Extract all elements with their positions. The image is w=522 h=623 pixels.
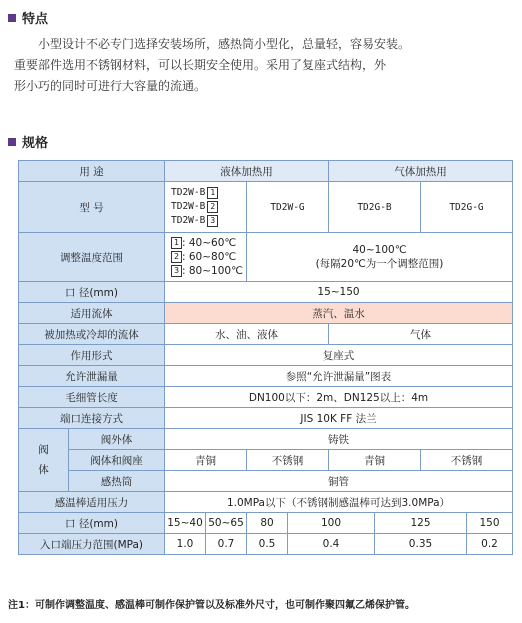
port-value: JIS 10K FF 法兰 (165, 408, 513, 429)
bore2-value: 100 (288, 513, 375, 534)
table-row (19, 182, 513, 233)
valve-label-char: 阀 (38, 444, 49, 456)
capillary-value: DN100以下：2m、DN125以上：4m (165, 387, 513, 408)
table-row (19, 366, 513, 387)
inlet-value: 0.4 (288, 534, 375, 555)
table-row (19, 161, 513, 182)
features-line: 小型设计不必专门选择安装场所，感热筒小型化，总量轻，容易安装。 (38, 37, 411, 51)
spec-table (18, 160, 513, 555)
inlet-value: 0.7 (206, 534, 247, 555)
model-g-b: TD2G-B (329, 182, 421, 233)
bullet-square-icon (8, 138, 16, 146)
table-row (19, 345, 513, 366)
bore-label: 口 径(mm) (19, 282, 165, 303)
model-number-box: 2 (207, 201, 218, 213)
valve-seat-value: 青铜 (329, 450, 421, 471)
temp-range: : 60~80℃ (182, 251, 237, 263)
leak-label: 允许泄漏量 (19, 366, 165, 387)
temp-range: : 80~100℃ (182, 265, 243, 277)
valve-label (19, 429, 69, 492)
fluid-label: 适用流体 (19, 303, 165, 324)
valve-body-value: 铸铁 (165, 429, 513, 450)
temp-label: 调整温度范围 (19, 233, 165, 282)
features-paragraph (14, 34, 514, 97)
heated-gas: 气体 (329, 324, 513, 345)
table-row (19, 534, 513, 555)
table-row (19, 429, 513, 450)
specs-heading (8, 132, 48, 151)
table-row (19, 471, 513, 492)
models-liquid-cell (165, 182, 247, 233)
table-row (19, 324, 513, 345)
sensor-pressure-label: 感温棒适用压力 (19, 492, 165, 513)
capillary-label: 毛细管长度 (19, 387, 165, 408)
model-label: 型 号 (19, 182, 165, 233)
valve-label-char: 体 (38, 464, 49, 476)
bore2-value: 125 (375, 513, 467, 534)
fluid-value: 蒸汽、温水 (165, 303, 513, 324)
model-code: TD2W-B (171, 215, 206, 226)
temp-ranges-cell (165, 233, 247, 282)
features-line: 重要部件选用不锈钢材料，可以长期安全使用。采用了复座式结构，外 (14, 58, 387, 72)
temp-range: : 40~60℃ (182, 237, 237, 249)
model-number-box: 1 (207, 187, 218, 199)
range-number-box: 2 (171, 251, 182, 263)
bore2-value: 15~40 (165, 513, 206, 534)
bullet-square-icon (8, 14, 16, 22)
temp-gas-note: (每隔20℃为一个调整范围) (315, 257, 444, 270)
features-heading (8, 8, 48, 27)
leak-value: 参照“允许泄漏量”图表 (165, 366, 513, 387)
action-value: 复座式 (165, 345, 513, 366)
heated-label: 被加热或冷却的流体 (19, 324, 165, 345)
bore2-value: 80 (247, 513, 288, 534)
range-number-box: 3 (171, 265, 182, 277)
temp-gas-cell (247, 233, 513, 282)
port-label: 端口连接方式 (19, 408, 165, 429)
inlet-value: 0.5 (247, 534, 288, 555)
inlet-value: 1.0 (165, 534, 206, 555)
valve-seat-value: 青铜 (165, 450, 247, 471)
bulb-label: 感热筒 (69, 471, 165, 492)
table-row (19, 450, 513, 471)
table-row (19, 492, 513, 513)
model-g-g: TD2G-G (421, 182, 513, 233)
table-row (19, 387, 513, 408)
table-row (19, 303, 513, 324)
bore2-value: 150 (467, 513, 513, 534)
table-row (19, 233, 513, 282)
valve-seat-label: 阀体和阀座 (69, 450, 165, 471)
features-title: 特点 (22, 12, 49, 27)
footnote: 注1：可制作调整温度、感温棒可制作保护管以及标准外尺寸，也可制作聚四氟乙烯保护管。 (8, 600, 415, 611)
heated-liquid: 水、油、液体 (165, 324, 329, 345)
sensor-pressure-value: 1.0MPa以下（不锈钢制感温棒可达到3.0MPa） (165, 492, 513, 513)
bore2-value: 50~65 (206, 513, 247, 534)
action-label: 作用形式 (19, 345, 165, 366)
features-line: 形小巧的同时可进行大容量的流通。 (14, 79, 207, 93)
valve-seat-value: 不锈钢 (421, 450, 513, 471)
inlet-value: 0.2 (467, 534, 513, 555)
liquid-header: 液体加热用 (165, 161, 329, 182)
bore2-label: 口 径(mm) (19, 513, 165, 534)
range-number-box: 1 (171, 237, 182, 249)
table-row (19, 282, 513, 303)
gas-header: 气体加热用 (329, 161, 513, 182)
temp-gas-range: 40~100℃ (352, 243, 407, 256)
bore-value: 15~150 (165, 282, 513, 303)
model-code: TD2W-B (171, 201, 206, 212)
model-number-box: 3 (207, 215, 218, 227)
usage-label: 用 途 (19, 161, 165, 182)
model-code: TD2W-B (171, 187, 206, 198)
valve-seat-value: 不锈钢 (247, 450, 329, 471)
table-row (19, 513, 513, 534)
specs-title: 规格 (22, 136, 49, 151)
model-w-g: TD2W-G (247, 182, 329, 233)
inlet-label: 入口端压力范围(MPa) (19, 534, 165, 555)
valve-body-label: 阀外体 (69, 429, 165, 450)
bulb-value: 铜管 (165, 471, 513, 492)
inlet-value: 0.35 (375, 534, 467, 555)
table-row (19, 408, 513, 429)
